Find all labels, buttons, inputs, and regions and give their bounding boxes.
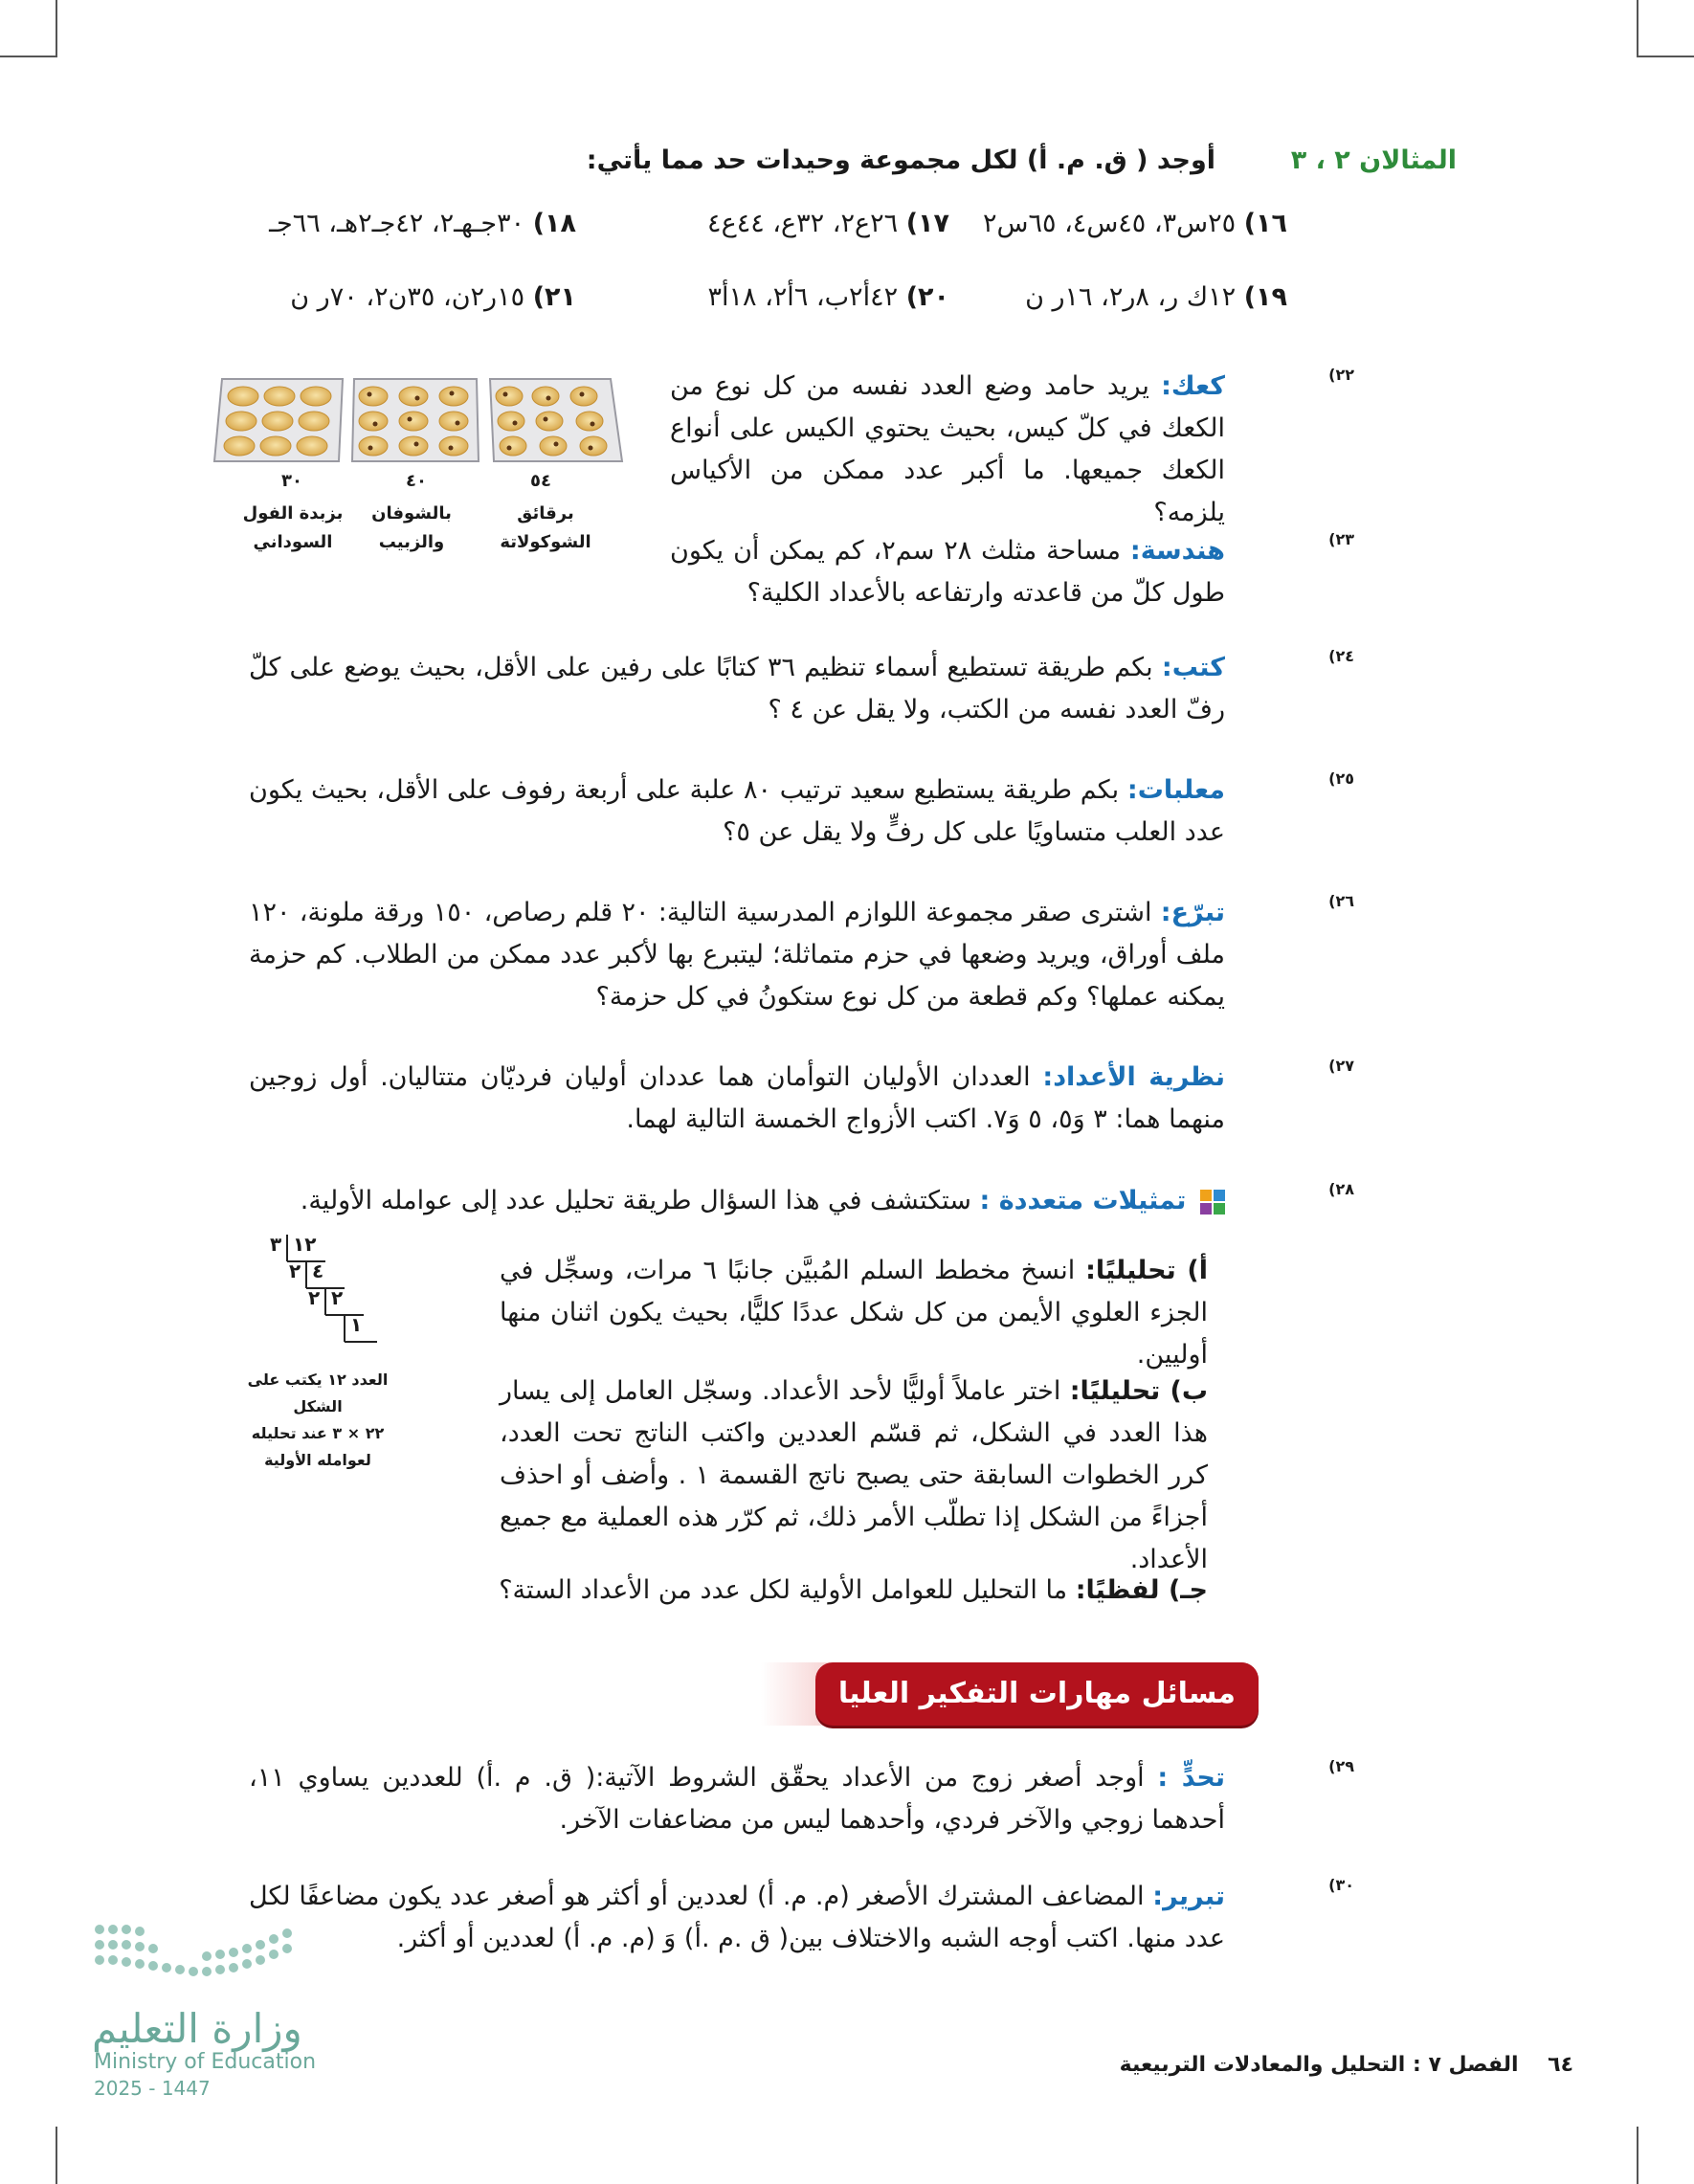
page-number: ٦٤ (1548, 2053, 1573, 2077)
section-banner-title: مسائل مهارات التفكير العليا (815, 1662, 1259, 1726)
crop-mark (0, 56, 56, 57)
crop-mark (1637, 0, 1638, 57)
problem-25 (249, 769, 1354, 854)
cookie-count: ٣٠ (281, 471, 302, 491)
problem-text: أوجد أصغر زوج من الأعداد يحقّق الشروط الآتية:( ق. م .أ) للعددين يساوي ١١، أحدهما زوجي والآخر فردي، وأحدهما ليس من مضاعفات الآخر. (249, 1763, 1225, 1835)
problem-number: ٢٦) (1328, 892, 1354, 910)
ministry-name-arabic: وزارة التعليم (92, 2005, 302, 2052)
part-c (251, 1570, 1208, 1612)
problem-keyword: كتب: (1161, 653, 1226, 682)
part-text: ما التحليل للعوامل الأولية لكل عدد من الأعداد الستة؟ (499, 1575, 1068, 1605)
cookie-label: برقائق الشوكولاتة (500, 503, 591, 552)
problem-26 (249, 892, 1354, 1018)
crop-mark (1638, 56, 1694, 57)
part-label: جـ) لفظيًا: (1075, 1575, 1208, 1605)
problem-keyword: تحدٍّ : (1157, 1763, 1225, 1793)
ladder-cell: ٢ (289, 1259, 301, 1282)
problem-number: ٢٣) (1328, 530, 1354, 548)
problem-keyword: كعك: (1161, 371, 1225, 401)
problem-keyword: هندسة: (1129, 536, 1225, 566)
exercise: ١٧) ٢٦ع٢، ٣٢ع، ٤٤ع٤ (707, 209, 949, 238)
ladder-cell: ٣ (270, 1233, 282, 1256)
ministry-logo-dots (94, 1922, 304, 1991)
problem-number: ٢٨) (1328, 1180, 1354, 1198)
problem-text: اشترى صقر مجموعة اللوازم المدرسية التالية: ٢٠ قلم رصاص، ١٥٠ ورقة ملونة، ١٢٠ ملف أوراق، ويريد وضعها في حزم متماثلة؛ ليتبرع بها لأكبر عدد ممكن من الطلاب. كم حزمة يمكنه عملها؟ وكم قطعة من كل نوع ستكونُ في كل حزمة؟ (249, 898, 1225, 1012)
ladder-diagram (256, 1231, 381, 1353)
instruction: أوجد ( ق. م. أ) لكل مجموعة وحيدات حد مما يأتي: (586, 145, 1215, 175)
example-reference: المثالان ٢ ، ٣ (1290, 145, 1457, 175)
ladder-cell: ٢ (331, 1286, 344, 1309)
problem-number: ٢٧) (1328, 1057, 1354, 1075)
crop-mark (1637, 2127, 1638, 2184)
problem-text: بكم طريقة تستطيع أسماء تنظيم ٣٦ كتابًا على رفين على الأقل، بحيث يوضع على كلّ رفّ العدد نفسه من الكتب، ولا يقل عن ٤ ؟ (249, 653, 1225, 724)
problem-text: يريد حامد وضع العدد نفسه من كل نوع من الكعك في كلّ كيس، بحيث يحتوي الكيس على أنواع الكعك جميعها. ما أكبر عدد ممكن من الأكياس يلزمه؟ (670, 371, 1225, 527)
cookie-label: بزبدة الفول السوداني (242, 503, 344, 552)
problem-number: ٢٤) (1328, 647, 1354, 665)
part-text: اختر عاملاً أوليًّا لأحد الأعداد. وسجّل العامل إلى يسار هذا العدد في الشكل، ثم قسّم العددين واكتب الناتج تحت العدد، كرر الخطوات السابقة حتى يصبح ناتج القسمة ١ . وأضف أو احذف أجزاءً من الشكل إذا تطلّب الأمر ذلك، ثم كرّر هذه العملية مع جميع الأعداد. (500, 1376, 1208, 1574)
problem-29 (249, 1757, 1354, 1841)
multiple-representations-icon (1200, 1190, 1225, 1215)
ladder-cell: ١٢ (293, 1233, 317, 1256)
problem-24 (249, 647, 1354, 731)
exercise: ١٨) ٣٠جـهـ٢، ٤٢جـ٢هـ، ٦٦جـ (269, 209, 576, 238)
cookie-count: ٥٤ (530, 471, 551, 491)
cookie-count: ٤٠ (406, 471, 427, 491)
problem-number: ٢٥) (1328, 769, 1354, 788)
ministry-name-english: Ministry of Education (94, 2050, 317, 2074)
problem-keyword: تمثيلات متعددة : (979, 1186, 1187, 1215)
cookie-label: بالشوفان والزبيب (371, 503, 452, 552)
ladder-caption: العدد ١٢ يكتب على الشكل ٢٢ × ٣ عند تحليله لعوامله الأولية (247, 1371, 389, 1469)
exercise: ٢٠) ٤٢أ٢ب، ٦أ٢، ١٨أ٣ (707, 282, 949, 312)
exercise: ٢١) ١٥ر٢ن، ٣٥ن٢، ٧٠ر ن (290, 282, 576, 312)
exercise: ١٦) ٢٥س٣، ٤٥س٤، ٦٥س٢ (983, 209, 1287, 238)
problem-23 (670, 530, 1354, 614)
part-b (500, 1371, 1208, 1581)
problem-text: بكم طريقة يستطيع سعيد ترتيب ٨٠ علبة على أربعة رفوف على الأقل، بحيث يكون عدد العلب متساويًا على كل رفٍّ ولا يقل عن ٥؟ (249, 775, 1225, 847)
problem-text: ستكتشف في هذا السؤال طريقة تحليل عدد إلى عوامله الأولية. (300, 1186, 971, 1215)
problem-text: المضاعف المشترك الأصغر (م. م. أ) لعددين أو أكثر هو أصغر عدد يكون مضاعفًا لكل عدد منها. اكتب أوجه الشبه والاختلاف بين( ق .م .أ) وَ (م. م. أ) لعددين أو أكثر. (249, 1882, 1225, 1953)
problem-keyword: تبرير: (1152, 1882, 1225, 1911)
part-text: انسخ مخطط السلم المُبيَّن جانبًا ٦ مرات، وسجِّل في الجزء العلوي الأيمن من كل شكل عددًا كليًّا، بحيث يكون اثنان منها أوليين. (500, 1256, 1208, 1370)
crop-mark (56, 0, 57, 57)
crop-mark (56, 2127, 57, 2184)
problem-22 (670, 366, 1354, 534)
problem-text: العددان الأوليان التوأمان هما عددان أوليان فرديّان متتاليان. أول زوجين منهما هما: ٣ وَ٥، ٥ وَ٧. اكتب الأزواج الخمسة التالية لهما. (249, 1062, 1225, 1134)
section-banner (761, 1662, 1259, 1726)
ladder-cell: ٤ (312, 1259, 324, 1282)
exercise: ١٩) ١٢ك ر، ٨ر٢، ١٦ر ن (1025, 282, 1287, 312)
problem-28 (249, 1180, 1354, 1222)
part-a (500, 1250, 1208, 1376)
part-label: ب) تحليليًا: (1069, 1376, 1208, 1406)
logo-dots-drawing (94, 1922, 304, 1991)
ladder-cell: ١ (350, 1313, 363, 1336)
page-footer (1120, 2053, 1573, 2077)
problem-number: ٢٢) (1328, 366, 1354, 384)
problem-27 (249, 1057, 1354, 1141)
chapter-title: الفصل ٧ : التحليل والمعادلات التربيعية (1119, 2053, 1519, 2077)
problem-number: ٣٠) (1328, 1876, 1354, 1894)
problem-number: ٢٩) (1328, 1757, 1354, 1775)
ladder-cell: ٢ (308, 1286, 321, 1309)
problem-text: مساحة مثلث ٢٨ سم٢، كم يمكن أن يكون طول كلّ من قاعدته وارتفاعه بالأعداد الكلية؟ (670, 536, 1225, 608)
part-label: أ) تحليليًا: (1085, 1256, 1208, 1285)
edition-year: 2025 - 1447 (94, 2077, 211, 2100)
problem-keyword: نظرية الأعداد: (1042, 1062, 1225, 1092)
cookie-trays-drawing (212, 371, 624, 467)
problem-keyword: معلبات: (1126, 775, 1225, 805)
problem-30 (249, 1876, 1354, 1960)
cookie-trays-illustration (212, 371, 624, 467)
problem-keyword: تبرّع: (1160, 898, 1225, 927)
